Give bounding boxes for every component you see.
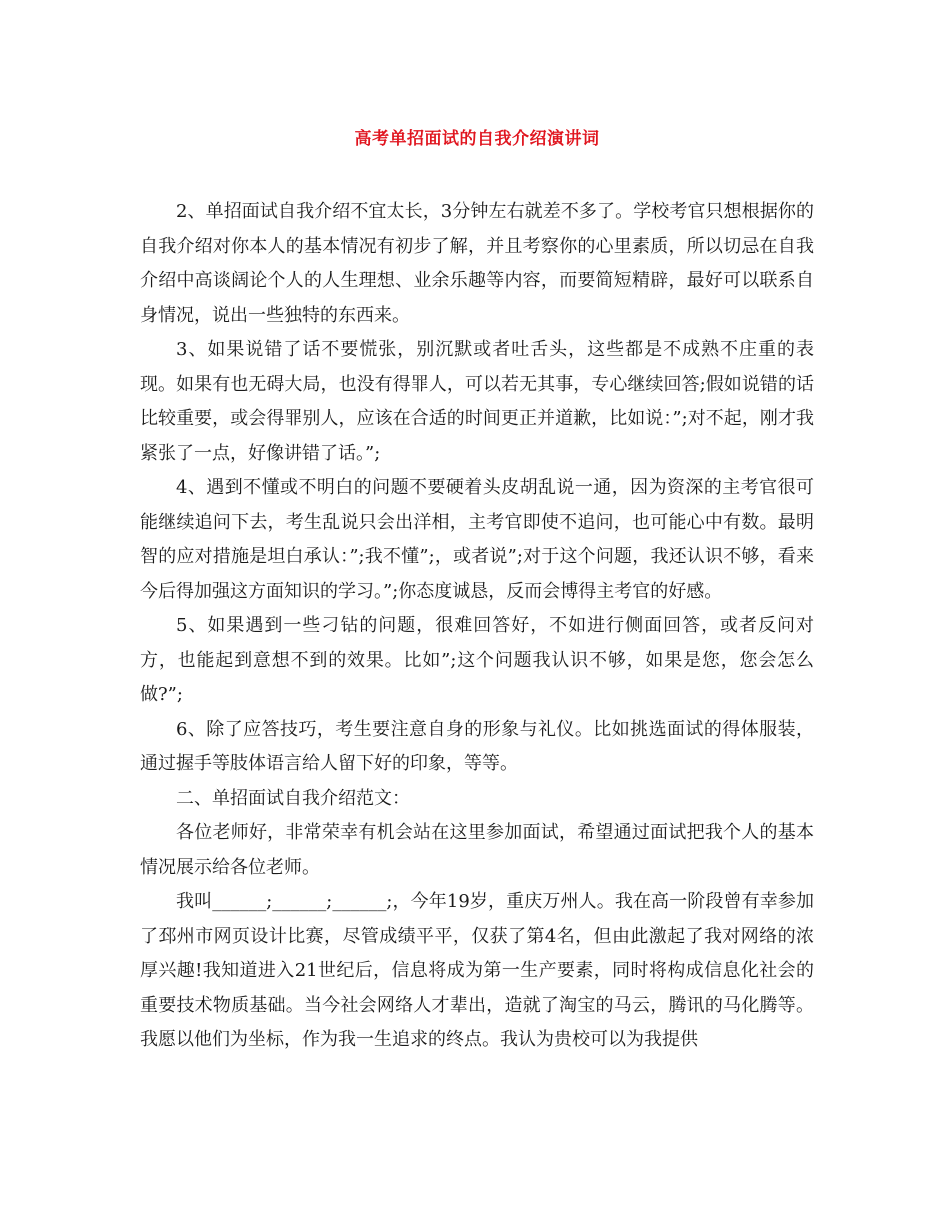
paragraph-self-intro: 我叫______;______;______;，今年19岁，重庆万州人。我在高一阶段曾有幸参加了邳州市网页设计比赛，尽管成绩平平，仅获了第4名，但由此激起了我对网络的浓厚兴趣!我知道进入21世纪后，信息将成为第一生产要素，同时将构成信息化社会的重要技术物质基础。当今社会网络人才辈出，造就了淘宝的马云，腾讯的马化腾等。我愿以他们为坐标，作为我一生追求的终点。我认为贵校可以为我提供 [140, 891, 814, 1050]
paragraph-item-4: 4、遇到不懂或不明白的问题不要硬着头皮胡乱说一通，因为资深的主考官很可能继续追问下去，考生乱说只会出洋相，主考官即使不追问，也可能心中有数。最明智的应对措施是坦白承认：”;我不懂”;，或者说”;对于这个问题，我还认识不够，看来今后得加强这方面知识的学习。”;你态度诚恳，反而会博得主考官的好感。 [140, 477, 814, 602]
paragraph-item-2: 2、单招面试自我介绍不宜太长，3分钟左右就差不多了。学校考官只想根据你的自我介绍对你本人的基本情况有初步了解，并且考察你的心里素质，所以切忌在自我介绍中高谈阔论个人的人生理想、业余乐趣等内容，而要简短精辟，最好可以联系自身情况，说出一些独特的东西来。 [140, 201, 814, 326]
paragraph-greeting: 各位老师好，非常荣幸有机会站在这里参加面试，希望通过面试把我个人的基本情况展示给各位老师。 [140, 822, 814, 878]
document-title: 高考单招面试的自我介绍演讲词 [354, 129, 600, 149]
paragraph-item-6: 6、除了应答技巧，考生要注意自身的形象与礼仪。比如挑选面试的得体服装，通过握手等肢体语言给人留下好的印象，等等。 [140, 718, 814, 774]
section-heading-sample: 二、单招面试自我介绍范文： [176, 787, 410, 809]
paragraph-item-5: 5、如果遇到一些刁钻的问题，很难回答好，不如进行侧面回答，或者反问对方，也能起到意想不到的效果。比如”;这个问题我认识不够，如果是您，您会怎么做?”; [140, 615, 814, 705]
paragraph-item-3: 3、如果说错了话不要慌张，别沉默或者吐舌头，这些都是不成熟不庄重的表现。如果有也无碍大局，也没有得罪人，可以若无其事，专心继续回答;假如说错的话比较重要，或会得罪别人，应该在合适的时间更正并道歉，比如说：”;对不起，刚才我紧张了一点，好像讲错了话。”; [140, 339, 814, 464]
document-body [140, 195, 814, 1058]
